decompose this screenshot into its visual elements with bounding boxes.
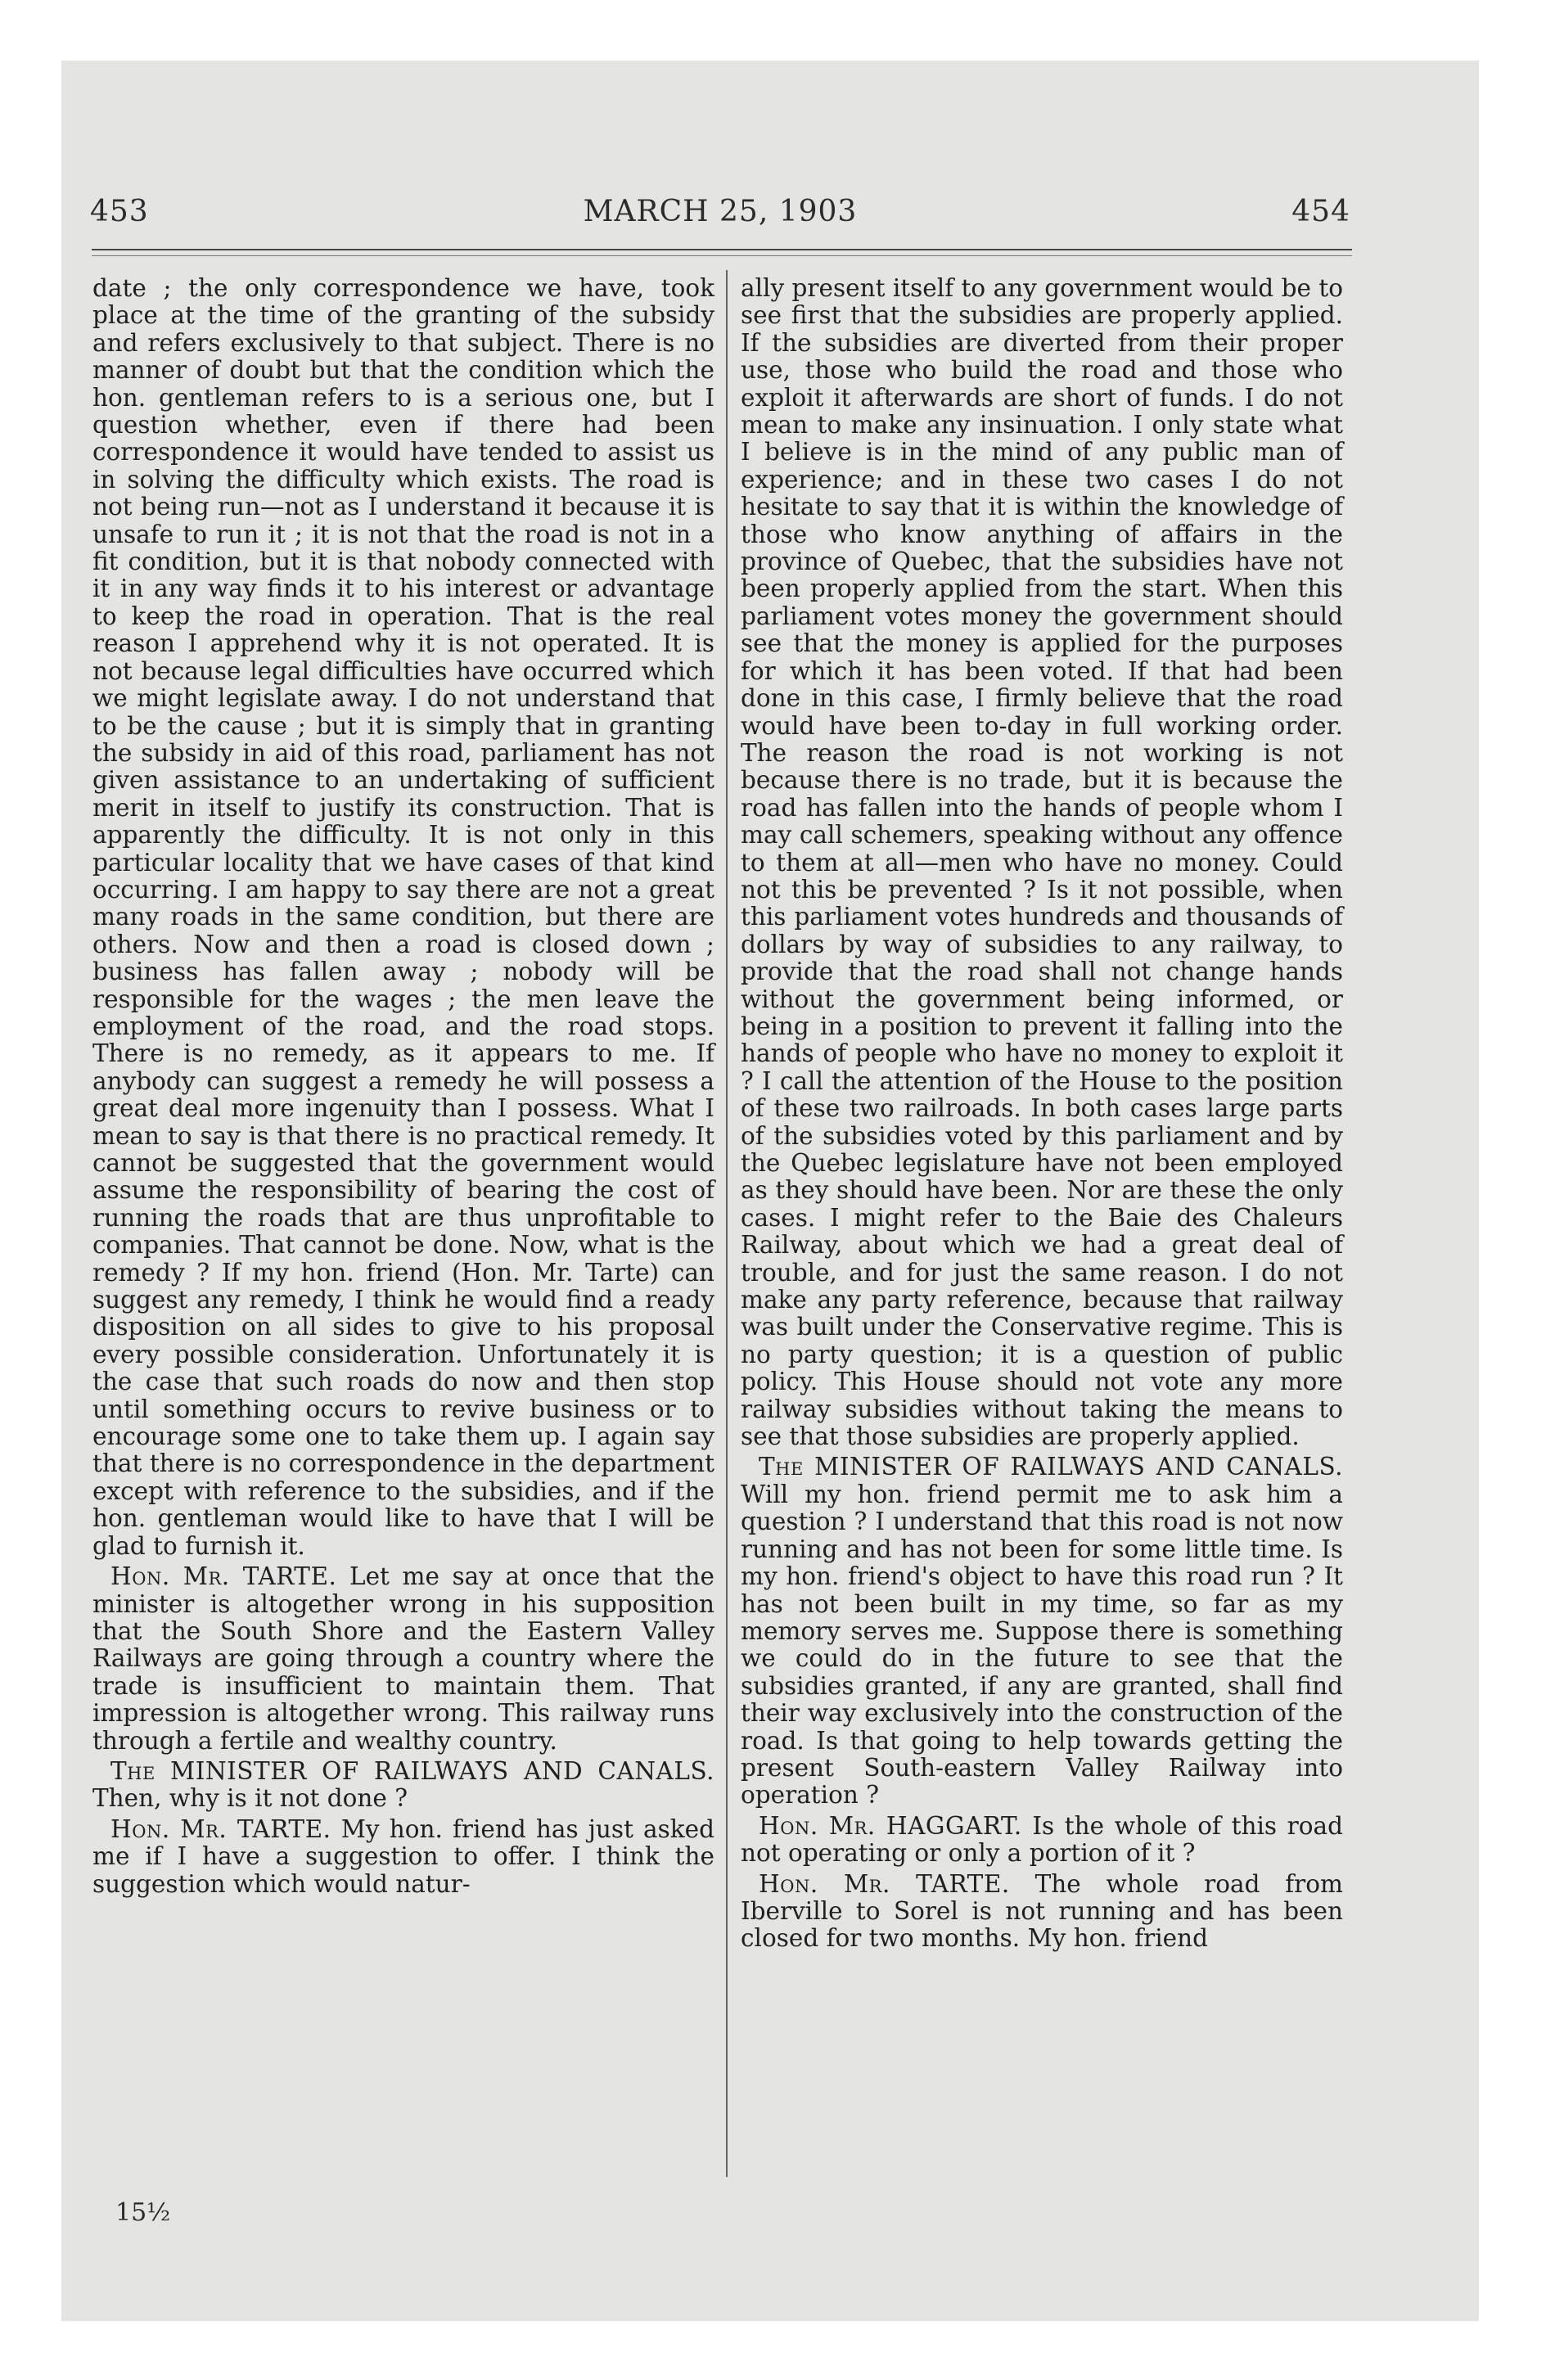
paragraph-text: ally present itself to any government would be to see first that the subsidies are properly applied. If the subsidies are diverted from their proper use, those who build the road and those who exploit it afterwards are short of funds. I do not mean to make any insinuation. I only state what I believe is in the mind of any public man of experience; and in these two cases I do not hesitate to say that it is within the knowledge of those who know anything of affairs in the province of Quebec, that the subsidies have not been properly applied from the start. When this parliament votes money the government should see that the money is applied for the purposes for which it has been voted. If that had been done in this case, I firmly believe that the road would have been to-day in full working order. The reason the road is not working is not because there is no trade, but it is because the road has fallen into the hands of people whom I may call schemers, speaking without any offence to them at all—men who have no money. Could not this be prevented ? Is it not possible, when this parliament votes hundreds and thousands of dollars by way of subsidies to any railway, to provide that the road shall not change hands without the government being informed, or being in a position to prevent it falling into the hands of people who have no money to exploit it ? I call the attention of the House to the position of these two railroads. In both cases large parts of the subsidies voted by this parliament and by the Quebec legislature have not been employed as they should have been. Nor are these the only cases. I might refer to the Baie des Chaleurs Railway, about which we had a great deal of trouble, and for just the same reason. I do not make any party reference, because that railway was built under the Conservative regime. This is no party question; it is a question of public policy. This House should not vote any more railway subsidies without taking the means to see that those subsidies are properly applied. [741, 274, 1343, 1451]
page-header [90, 195, 1350, 244]
paragraph-text: The whole road from Iberville to Sorel is not running and has been closed for two months. My hon. friend [741, 1869, 1343, 1953]
speaker-name: Hon. Mr. TARTE. [759, 1869, 1010, 1898]
speaker-name: The MINISTER OF RAILWAYS AND CANALS. [759, 1453, 1343, 1481]
header-rule [92, 249, 1352, 250]
page-number-left: 453 [90, 195, 149, 228]
paragraph-text: Is the whole of this road not operating or only a portion of it ? [741, 1811, 1343, 1868]
right-column [741, 275, 1343, 1953]
paragraph-text: Then, why is it not done ? [92, 1784, 408, 1813]
paragraph [741, 1813, 1343, 1868]
column-divider [726, 270, 728, 2177]
paragraph [92, 1563, 714, 1755]
speaker-name: Hon. Mr. HAGGART. [759, 1811, 1022, 1840]
signature-mark: 15½ [115, 2198, 171, 2227]
header-date: MARCH 25, 1903 [583, 195, 858, 228]
paragraph-text: date ; the only correspondence we have, took place at the time of the granting of the subsidy and refers exclusively to that subject. There is no manner of doubt but that the condition which the hon. gentleman refers to is a serious one, but I question whether, even if there had been correspondence it would have tended to assist us in solving the difficulty which exists. The road is not being run—not as I understand it because it is unsafe to run it ; it is not that the road is not in a fit condition, but it is that nobody connected with it in any way finds it to his interest or advantage to keep the road in operation. That is the real reason I apprehend why it is not operated. It is not because legal difficulties have occurred which we might legislate away. I do not understand that to be the cause ; but it is simply that in granting the subsidy in aid of this road, parliament has not given assistance to an undertaking of sufficient merit in itself to justify its construction. That is apparently the difficulty. It is not only in this particular locality that we have cases of that kind occurring. I am happy to say there are not a great many roads in the same condition, but there are others. Now and then a road is closed down ; business has fallen away ; nobody will be responsible for the wages ; the men leave the employment of the road, and the road stops. There is no remedy, as it appears to me. If anybody can suggest a remedy he will possess a great deal more ingenuity than I possess. What I mean to say is that there is no practical remedy. It cannot be suggested that the government would assume the responsibility of bearing the cost of running the roads that are thus unprofitable to companies. That cannot be done. Now, what is the remedy ? If my hon. friend (Hon. Mr. Tarte) can suggest any remedy, I think he would find a ready disposition on all sides to give to his proposal every possible consideration. Unfortunately it is the case that such roads do now and then stop until something occurs to revive business or to encourage some one to take them up. I again say that there is no correspondence in the department except with reference to the subsidies, and if the hon. gentleman would like to have that I will be glad to furnish it. [92, 274, 714, 1560]
paragraph-text: My hon. friend has just asked me if I have a suggestion to offer. I think the suggestion which would natur- [92, 1814, 715, 1898]
speaker-name: The MINISTER OF RAILWAYS AND CANALS. [110, 1756, 714, 1785]
speaker-name: Hon. Mr. TARTE. [110, 1814, 331, 1843]
left-column [92, 275, 714, 1898]
paragraph [92, 1758, 714, 1813]
header-rule-thin [92, 255, 1352, 256]
paragraph [92, 1816, 714, 1898]
paragraph [92, 275, 714, 1560]
paragraph [741, 1454, 1343, 1809]
paragraph-text: Let me say at once that the minister is altogether wrong in his supposition that the South Shore and the Eastern Valley Railways are going through a country where the trade is insufficient to maintain them. That impression is altogether wrong. This railway runs through a fertile and wealthy country. [92, 1562, 714, 1755]
paragraph-text: Will my hon. friend permit me to ask him a question ? I understand that this road is not now running and has not been for some little time. Is my hon. friend's object to have this road run ? It has not been built in my time, so far as my memory serves me. Suppose there is something we could do in the future to see that the subsidies granted, if any are granted, shall find their way exclusively into the construction of the road. Is that going to help towards getting the present South-eastern Valley Railway into operation ? [741, 1480, 1343, 1810]
speaker-name: Hon. Mr. TARTE. [110, 1562, 337, 1591]
paragraph [741, 275, 1343, 1450]
page-number-right: 454 [1291, 195, 1350, 228]
paragraph [741, 1871, 1343, 1953]
